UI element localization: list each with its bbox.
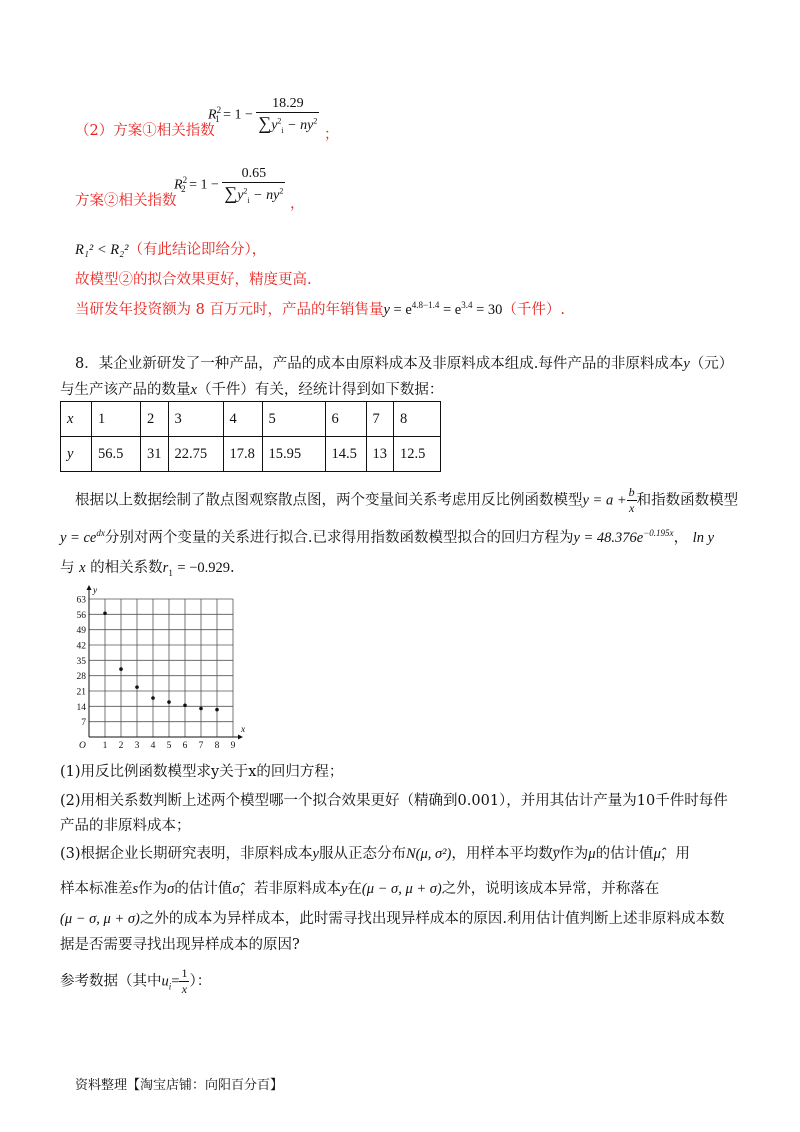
y-tick-label: 56 xyxy=(76,610,86,621)
answer-label-1: （2）方案①相关指数 xyxy=(75,123,215,139)
table-cell: 12.5 xyxy=(394,437,441,472)
x-tick-label: 9 xyxy=(230,741,236,751)
comma: ， xyxy=(290,196,305,212)
answer-label-2: 方案②相关指数 xyxy=(75,193,177,209)
y-tick-label: 49 xyxy=(76,626,86,637)
table-header-y: y xyxy=(61,437,92,472)
x-axis-arrow xyxy=(238,735,243,740)
chart-grid xyxy=(89,599,233,737)
y-tick-label: 7 xyxy=(81,718,86,729)
chart-axes xyxy=(87,585,244,740)
table-cell: 2 xyxy=(141,402,169,437)
final-answer: 当研发年投资额为 8 百万元时，产品的年销售量$y = e^{4.8-1.4} = e^{3.4} = 30$（千件）. xyxy=(75,300,566,318)
table-cell: 3 xyxy=(168,402,223,437)
scatter-chart xyxy=(62,586,246,751)
table-row-y xyxy=(61,437,441,472)
x-axis-label: x xyxy=(241,725,246,735)
question-3d: 据是否需要寻找出现异样成本的原因? xyxy=(60,937,300,953)
footer: 资料整理【淘宝店铺：向阳百分百】 xyxy=(75,1077,284,1092)
table-cell: 8 xyxy=(394,402,441,437)
table-cell: 31 xyxy=(141,437,169,472)
chart-tick-labels xyxy=(77,586,247,751)
x-tick-label: 2 xyxy=(118,741,124,751)
x-tick-label: 4 xyxy=(150,741,156,751)
y-tick-label: 35 xyxy=(76,656,86,667)
question-3a: (3)根据企业长期研究表明，非原料成本y服从正态分布N(μ, σ²)，用样本平均数y̅作为μ的估计值μ̂，用 xyxy=(60,846,690,862)
y-axis-arrow xyxy=(87,585,92,590)
data-point xyxy=(119,667,123,671)
r1-formula: $R^2_1 = 1$ − $\frac{18.29}{\sum y^2_i - ny^2}$ xyxy=(208,96,318,135)
data-point xyxy=(199,707,203,711)
data-point xyxy=(215,708,219,712)
question-3b: 样本标准差s作为σ的估计值σ̂，若非原料成本y在(μ − σ, μ + σ)之外，说明该成本异常，并称落在 xyxy=(60,881,660,897)
chart-points xyxy=(103,611,219,711)
table-cell: 1 xyxy=(92,402,141,437)
y-tick-label: 63 xyxy=(76,595,86,606)
r2-formula: $R^2_2 = 1$ − $\frac{0.65}{\sum y^2_i - ny^2}$ xyxy=(174,166,284,205)
data-point xyxy=(167,700,171,704)
x-tick-label: 8 xyxy=(214,741,220,751)
y-tick-label: 14 xyxy=(76,702,86,713)
conclusion: 故模型②的拟合效果更好，精度更高. xyxy=(75,272,312,288)
origin-label: O xyxy=(79,741,86,751)
y-tick-label: 42 xyxy=(76,641,86,652)
table-cell: 7 xyxy=(366,402,394,437)
y-tick-label: 21 xyxy=(76,687,86,698)
data-point xyxy=(135,685,139,689)
table-cell: 22.75 xyxy=(168,437,223,472)
y-axis-label: y xyxy=(93,586,98,596)
table-cell: 15.95 xyxy=(262,437,325,472)
question-2a: (2)用相关系数判断上述两个模型哪一个拟合效果更好（精确到0.001），并用其估计产量为10千件时每件 xyxy=(60,793,728,809)
x-tick-label: 7 xyxy=(198,741,204,751)
y-tick-label: 28 xyxy=(76,672,86,683)
data-point xyxy=(183,703,187,707)
table-cell: 56.5 xyxy=(92,437,141,472)
semicolon: ； xyxy=(324,127,339,143)
table-cell: 14.5 xyxy=(325,437,366,472)
problem-line-1: 8．某企业新研发了一种产品，产品的成本由原料成本及非原料成本组成.每件产品的非原料成本y（元） xyxy=(75,356,734,372)
para-1: 根据以上数据绘制了散点图观察散点图，两个变量间关系考虑用反比例函数模型y = a + $\frac{b}{x}$ 和指数函数模型 xyxy=(75,485,739,515)
table-cell: 13 xyxy=(366,437,394,472)
table-cell: 17.8 xyxy=(223,437,262,472)
reference-data: 参考数据（其中$u_i=$ $\frac{1}{x}$ ）： xyxy=(60,966,212,996)
question-1: (1)用反比例函数模型求y关于x的回归方程； xyxy=(60,764,344,780)
para-2: $y = ce^{dx}$分别对两个变量的关系进行拟合.已求得用指数函数模型拟合的回归方程为$y = 48.376e^{-0.195x}$， ln y xyxy=(60,528,715,546)
x-tick-label: 3 xyxy=(134,741,140,751)
table-cell: 4 xyxy=(223,402,262,437)
question-2b: 产品的非原料成本； xyxy=(60,818,191,834)
data-table xyxy=(60,401,441,472)
table-row-x xyxy=(61,402,441,437)
data-point xyxy=(103,611,107,615)
x-tick-label: 1 xyxy=(102,741,108,751)
problem-line-2: 与生产该产品的数量x（千件）有关，经统计得到如下数据： xyxy=(60,382,444,398)
compare-line: R₁² < R₂²（有此结论即给分）， xyxy=(75,242,267,258)
table-cell: 6 xyxy=(325,402,366,437)
data-point xyxy=(151,696,155,700)
para-3: 与 x 的相关系数$r_1 = -0.929$. xyxy=(60,560,235,578)
question-3c: (μ − σ, μ + σ)之外的成本为异样成本，此时需寻找出现异样成本的原因.利用估计值判断上述非原料成本数 xyxy=(60,911,725,927)
table-cell: 5 xyxy=(262,402,325,437)
x-tick-label: 6 xyxy=(182,741,188,751)
table-header-x: x xyxy=(61,402,92,437)
x-tick-label: 5 xyxy=(166,741,172,751)
